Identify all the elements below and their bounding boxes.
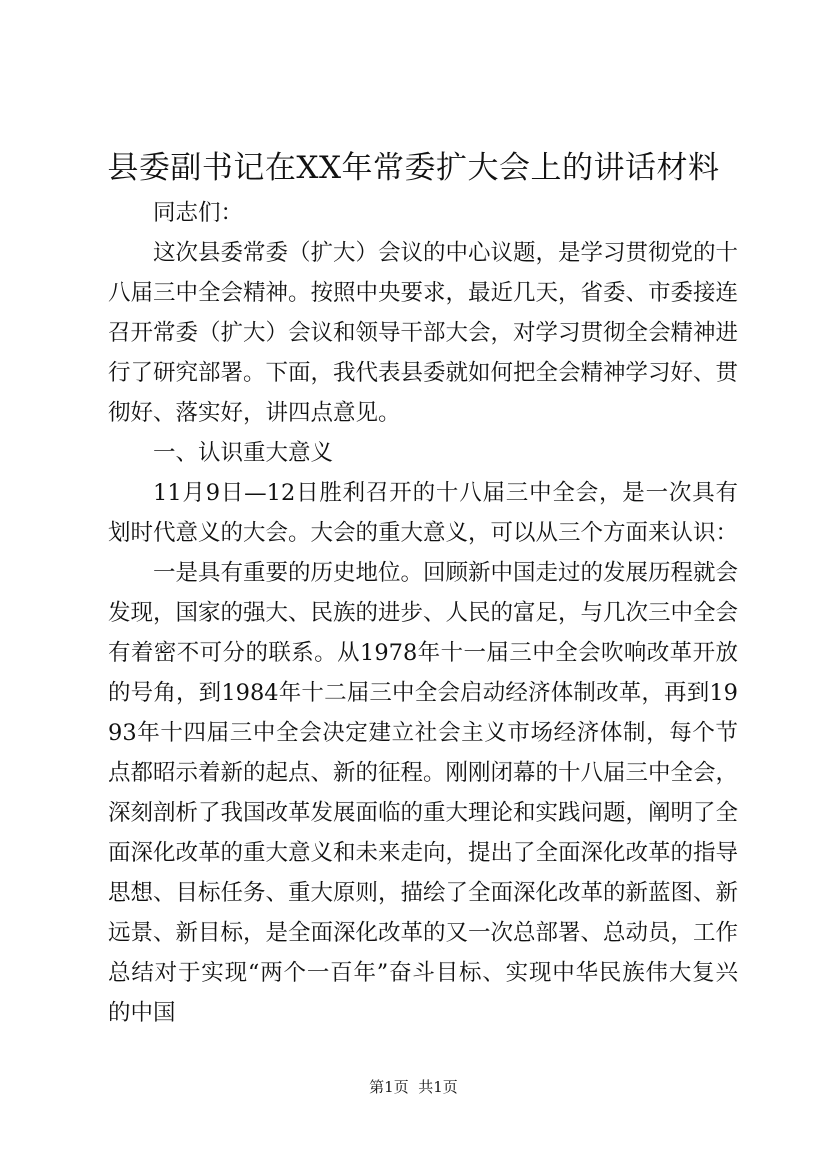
section-heading: 一、认识重大意义 <box>153 440 334 466</box>
document-body <box>108 193 738 1033</box>
total-pages: 共1页 <box>418 1078 458 1096</box>
document-title: 县委副书记在XX年常委扩大会上的讲话材料 <box>107 150 720 186</box>
body-paragraph: 一是具有重要的历史地位。回顾新中国走过的发展历程就会发现，国家的强大、民族的进步、人民的富足，与几次三中全会有着密不可分的联系。从1978年十一届三中全会吹响改革开放的号角，到1984年十二届三中全会启动经济体制改革，再到1993年十四届三中全会决定建立社会主义市场经济体制，每个节点都昭示着新的起点、新的征程。刚刚闭幕的十八届三中全会，深刻剖析了我国改革发展面临的重大理论和实践问题，阐明了全面深化改革的重大意义和未来走向，提出了全面深化改革的指导思想、目标任务、重大原则，描绘了全面深化改革的新蓝图、新远景、新目标，是全面深化改革的又一次总部署、总动员，工作总结对于实现“两个一百年”奋斗目标、实现中华民族伟大复兴的中国 <box>108 560 739 1026</box>
salutation-paragraph: 同志们： <box>153 200 244 226</box>
body-paragraph: 11月9日—12日胜利召开的十八届三中全会，是一次具有划时代意义的大会。大会的重大意义，可以从三个方面来认识： <box>108 480 739 546</box>
page-footer <box>0 1077 827 1097</box>
page-number: 第1页 <box>369 1078 409 1096</box>
intro-paragraph: 这次县委常委（扩大）会议的中心议题，是学习贯彻党的十八届三中全会精神。按照中央要求，最近几天，省委、市委接连召开常委（扩大）会议和领导干部大会，对学习贯彻全会精神进行了研究部署。下面，我代表县委就如何把全会精神学习好、贯彻好、落实好，讲四点意见。 <box>108 240 739 426</box>
